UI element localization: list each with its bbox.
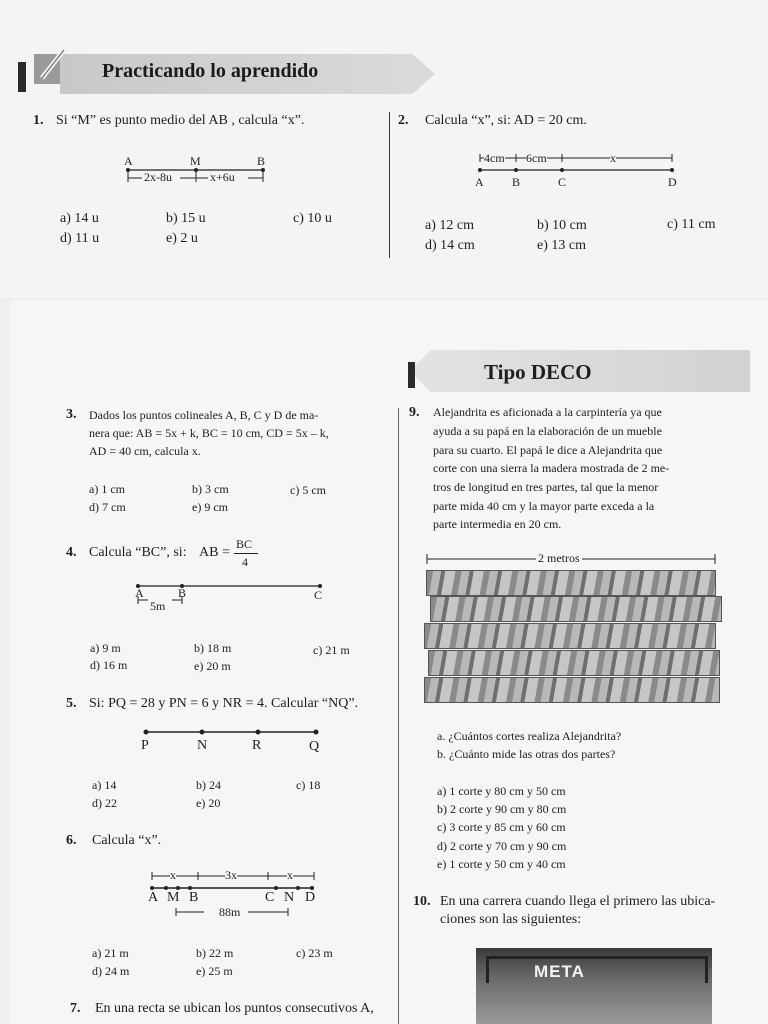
pencil-icon [34,46,68,86]
option[interactable]: c) 10 u [293,211,332,226]
option[interactable]: d) 24 m [92,964,130,978]
option[interactable]: d) 7 cm [89,500,126,514]
point-label: C [265,890,275,905]
point-label: N [284,890,295,905]
question-number: 10. [413,894,431,909]
option[interactable]: a) 14 [92,778,117,792]
point-label: C [558,175,567,189]
question-line: ayuda a su papá en la elaboración de un mueble [433,424,662,438]
sub-question: a. ¿Cuántos cortes realiza Alejandrita? [437,729,622,743]
fraction-bar [234,553,258,554]
option[interactable]: e) 20 [196,796,221,810]
option[interactable]: d) 14 cm [425,238,475,253]
option[interactable]: a) 9 m [90,641,121,655]
segment-label: 4cm [484,151,505,165]
option[interactable]: d) 16 m [90,658,128,672]
option[interactable]: b) 18 m [194,641,232,655]
column-divider [389,112,390,258]
question-text: Calcula “x”. [92,833,162,848]
point-label: M [190,154,201,168]
question-number: 1. [33,113,44,128]
question-text: Si: PQ = 28 y PN = 6 y NR = 4. Calcular “NQ”. [89,696,359,711]
fraction-numerator: BC [236,537,253,551]
option[interactable]: a) 12 cm [425,218,474,233]
banner-bar [18,62,26,92]
option[interactable]: e) 25 m [196,964,233,978]
question-line: corte con una sierra la madera mostrada de 2 me- [433,461,670,475]
point-label: M [167,890,180,905]
question-line: AD = 40 cm, calcula x. [89,444,201,458]
measure-label: 2 metros [538,551,580,565]
section-title: Tipo DECO [484,360,592,384]
option[interactable]: e) 20 m [194,659,231,673]
option[interactable]: a) 1 corte y 80 cm y 50 cm [437,784,566,798]
option[interactable]: c) 18 [296,778,321,792]
wood-plank [426,570,716,596]
point-label: B [512,175,521,189]
question-line: parte intermedia en 20 cm. [433,517,562,531]
question-text: En una recta se ubican los puntos consecutivos A, [95,1001,374,1016]
question-number: 6. [66,833,77,848]
question-line: parte mida 40 cm y la mayor parte exceda a la [433,499,655,513]
question-number: 5. [66,696,77,711]
segment-label: x [610,151,616,165]
question-line: para su cuarto. El papá le dice a Alejandrita que [433,443,663,457]
section-banner [30,44,435,100]
option[interactable]: c) 21 m [313,643,350,657]
segment-label: x+6u [210,170,235,184]
point-label: A [475,175,484,189]
option[interactable]: b) 2 corte y 90 cm y 80 cm [437,802,567,816]
option[interactable]: a) 21 m [92,946,129,960]
option[interactable]: b) 22 m [196,946,234,960]
point-label: R [252,738,262,753]
question-line: ciones son las siguientes: [440,912,582,927]
option[interactable]: d) 2 corte y 70 cm y 90 cm [437,839,567,853]
finish-arch [486,956,708,983]
equation-left: AB = [199,545,230,560]
option[interactable]: c) 3 corte y 85 cm y 60 cm [437,820,566,834]
wood-plank [430,596,722,622]
question-number: 7. [70,1001,81,1016]
option[interactable]: d) 22 [92,796,117,810]
option[interactable]: b) 3 cm [192,482,229,496]
option[interactable]: e) 1 corte y 50 cm y 40 cm [437,857,566,871]
finish-banner-text: META [534,962,585,981]
question-number: 2. [398,113,409,128]
point-label: D [305,890,316,905]
option[interactable]: e) 9 cm [192,500,228,514]
question-line: En una carrera cuando llega el primero las ubica- [440,894,716,909]
point-label: B [178,586,187,600]
segment-label: 5m [150,599,166,613]
option[interactable]: a) 14 u [60,211,99,226]
question-text: Calcula “x”, si: AD = 20 cm. [425,113,587,128]
question-number: 4. [66,545,77,560]
option[interactable]: c) 23 m [296,946,333,960]
question-line: tros de longitud en tres partes, tal que la menor [433,480,659,494]
point-label: P [141,738,149,753]
point-label: A [124,154,133,168]
sub-question: b. ¿Cuánto mide las otras dos partes? [437,747,616,761]
segment-label: 2x-8u [144,170,172,184]
option[interactable]: c) 11 cm [667,217,716,232]
segment-label: 88m [219,905,241,919]
option[interactable]: a) 1 cm [89,482,125,496]
option[interactable]: c) 5 cm [290,483,326,497]
point-label: B [189,890,199,905]
question-number: 9. [409,405,420,420]
segment-label: 6cm [526,151,547,165]
point-label: A [148,890,159,905]
question-number: 3. [66,407,77,422]
fraction-denominator: 4 [242,555,248,569]
point-label: A [135,586,144,600]
option[interactable]: b) 10 cm [537,218,587,233]
segment-diagram [140,726,324,738]
point-label: D [668,175,677,189]
segment-label: x [287,868,293,882]
segment-label: x [170,868,176,882]
question-text: Si “M” es punto medio del AB , calcula “x”. [56,113,305,128]
column-divider [398,408,399,1024]
point-label: Q [309,739,320,754]
question-line: Alejandrita es aficionada a la carpintería ya que [433,405,662,419]
race-photo [476,948,712,1024]
banner-bar [408,362,415,388]
option[interactable]: b) 15 u [166,211,206,226]
segment-label: 3x [225,868,237,882]
option[interactable]: e) 13 cm [537,238,586,253]
section-title: Practicando lo aprendido [102,60,319,82]
question-line: nera que: AB = 5x + k, BC = 10 cm, CD = 5x – k, [89,426,329,440]
point-label: C [314,588,323,602]
option[interactable]: b) 24 [196,778,221,792]
wood-plank [428,650,720,676]
option[interactable]: e) 2 u [166,231,198,246]
point-label: N [197,738,208,753]
question-text: Calcula “BC”, si: [89,545,187,560]
wood-plank [424,677,720,703]
option[interactable]: d) 11 u [60,231,100,246]
question-line: Dados los puntos colineales A, B, C y D de ma- [89,408,319,422]
point-label: B [257,154,266,168]
segment-diagram [474,150,684,176]
wood-plank [424,623,716,649]
